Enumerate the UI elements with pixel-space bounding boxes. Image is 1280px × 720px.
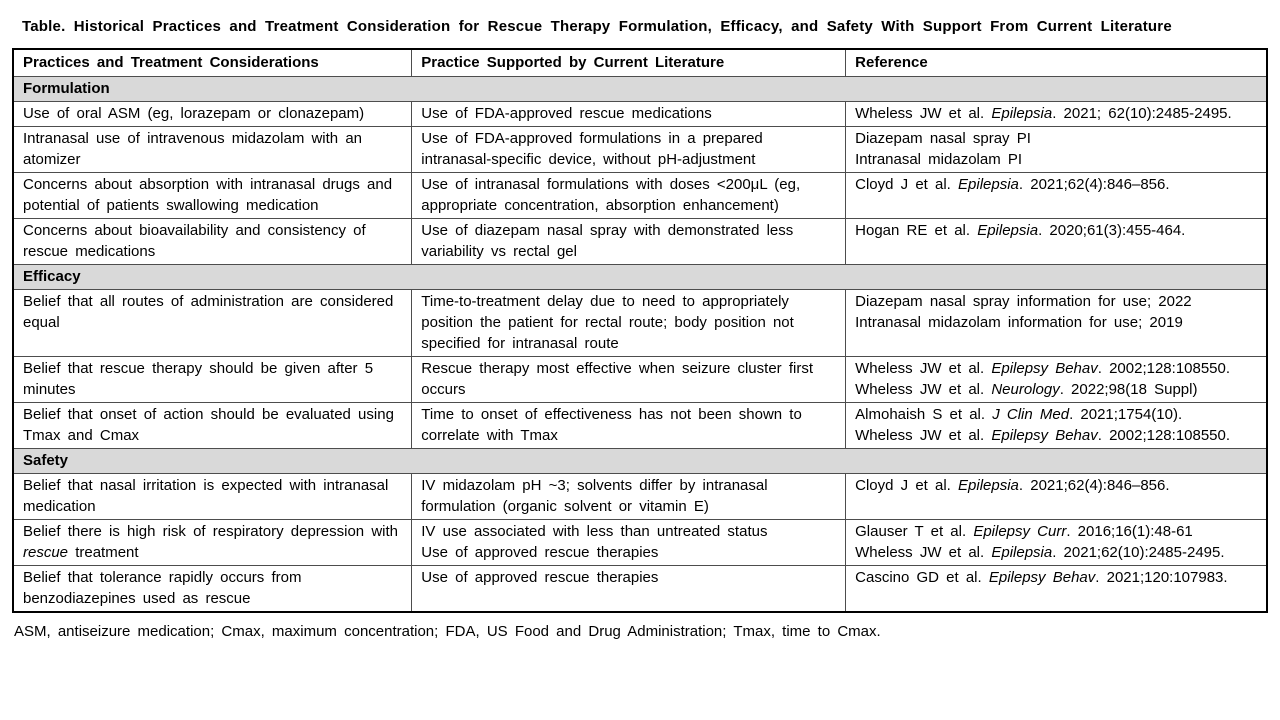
literature-cell: Time-to-treatment delay due to need to appropriately position the patient for rectal route; body position not specified for intranasal route bbox=[412, 290, 846, 357]
literature-cell: Use of intranasal formulations with doses <200μL (eg, appropriate concentration, absorption enhancement) bbox=[412, 173, 846, 219]
section-row bbox=[13, 449, 1267, 474]
reference-cell: Cloyd J et al. Epilepsia. 2021;62(4):846–856. bbox=[846, 474, 1267, 520]
section-header-formulation: Formulation bbox=[13, 77, 1267, 102]
literature-cell: Rescue therapy most effective when seizure cluster first occurs bbox=[412, 357, 846, 403]
table-row bbox=[13, 403, 1267, 449]
literature-table bbox=[12, 48, 1268, 613]
practice-cell: Belief that all routes of administration are considered equal bbox=[13, 290, 412, 357]
literature-cell: IV use associated with less than untreated status Use of approved rescue therapies bbox=[412, 520, 846, 566]
practice-cell: Concerns about bioavailability and consistency of rescue medications bbox=[13, 219, 412, 265]
literature-cell: Use of FDA-approved formulations in a prepared intranasal-specific device, without pH-adjustment bbox=[412, 127, 846, 173]
section-header-safety: Safety bbox=[13, 449, 1267, 474]
section-row bbox=[13, 77, 1267, 102]
header-literature: Practice Supported by Current Literature bbox=[412, 49, 846, 77]
table-body bbox=[13, 77, 1267, 613]
literature-cell: Use of diazepam nasal spray with demonstrated less variability vs rectal gel bbox=[412, 219, 846, 265]
reference-cell: Almohaish S et al. J Clin Med. 2021;1754(10). Wheless JW et al. Epilepsy Behav. 2002;128:108550. bbox=[846, 403, 1267, 449]
abbreviations-footnote: ASM, antiseizure medication; Cmax, maximum concentration; FDA, US Food and Drug Administration; Tmax, time to Cmax. bbox=[14, 623, 881, 640]
reference-cell: Diazepam nasal spray information for use; 2022 Intranasal midazolam information for use; 2019 bbox=[846, 290, 1267, 357]
header-row bbox=[13, 49, 1267, 77]
table-row bbox=[13, 102, 1267, 127]
table-row bbox=[13, 357, 1267, 403]
table-title: Table. Historical Practices and Treatment Consideration for Rescue Therapy Formulation, Efficacy, and Safety With Support From Current Literature bbox=[22, 18, 1172, 35]
header-reference: Reference bbox=[846, 49, 1267, 77]
practice-cell: Belief that rescue therapy should be given after 5 minutes bbox=[13, 357, 412, 403]
table-row bbox=[13, 290, 1267, 357]
document-page bbox=[0, 17, 1280, 720]
table-row bbox=[13, 566, 1267, 613]
table-row bbox=[13, 219, 1267, 265]
table-row bbox=[13, 474, 1267, 520]
table-row bbox=[13, 173, 1267, 219]
practice-cell: Concerns about absorption with intranasal drugs and potential of patients swallowing medication bbox=[13, 173, 412, 219]
section-header-efficacy: Efficacy bbox=[13, 265, 1267, 290]
literature-cell: IV midazolam pH ~3; solvents differ by intranasal formulation (organic solvent or vitamin E) bbox=[412, 474, 846, 520]
literature-cell: Time to onset of effectiveness has not been shown to correlate with Tmax bbox=[412, 403, 846, 449]
literature-cell: Use of FDA-approved rescue medications bbox=[412, 102, 846, 127]
practice-cell: Belief that nasal irritation is expected with intranasal medication bbox=[13, 474, 412, 520]
reference-cell: Cascino GD et al. Epilepsy Behav. 2021;120:107983. bbox=[846, 566, 1267, 613]
practice-cell: Intranasal use of intravenous midazolam with an atomizer bbox=[13, 127, 412, 173]
practice-cell: Use of oral ASM (eg, lorazepam or clonazepam) bbox=[13, 102, 412, 127]
reference-cell: Wheless JW et al. Epilepsy Behav. 2002;128:108550. Wheless JW et al. Neurology. 2022;98(18 Suppl) bbox=[846, 357, 1267, 403]
reference-cell: Wheless JW et al. Epilepsia. 2021; 62(10):2485-2495. bbox=[846, 102, 1267, 127]
reference-cell: Glauser T et al. Epilepsy Curr. 2016;16(1):48-61 Wheless JW et al. Epilepsia. 2021;62(10):2485-2495. bbox=[846, 520, 1267, 566]
literature-cell: Use of approved rescue therapies bbox=[412, 566, 846, 613]
table-row bbox=[13, 520, 1267, 566]
practice-cell: Belief that tolerance rapidly occurs from benzodiazepines used as rescue bbox=[13, 566, 412, 613]
practice-cell: Belief that onset of action should be evaluated using Tmax and Cmax bbox=[13, 403, 412, 449]
table-row bbox=[13, 127, 1267, 173]
reference-cell: Hogan RE et al. Epilepsia. 2020;61(3):455-464. bbox=[846, 219, 1267, 265]
section-row bbox=[13, 265, 1267, 290]
reference-cell: Cloyd J et al. Epilepsia. 2021;62(4):846–856. bbox=[846, 173, 1267, 219]
header-practices: Practices and Treatment Considerations bbox=[13, 49, 412, 77]
practice-cell: Belief there is high risk of respiratory depression with rescue treatment bbox=[13, 520, 412, 566]
table-header bbox=[13, 49, 1267, 77]
reference-cell: Diazepam nasal spray PI Intranasal midazolam PI bbox=[846, 127, 1267, 173]
